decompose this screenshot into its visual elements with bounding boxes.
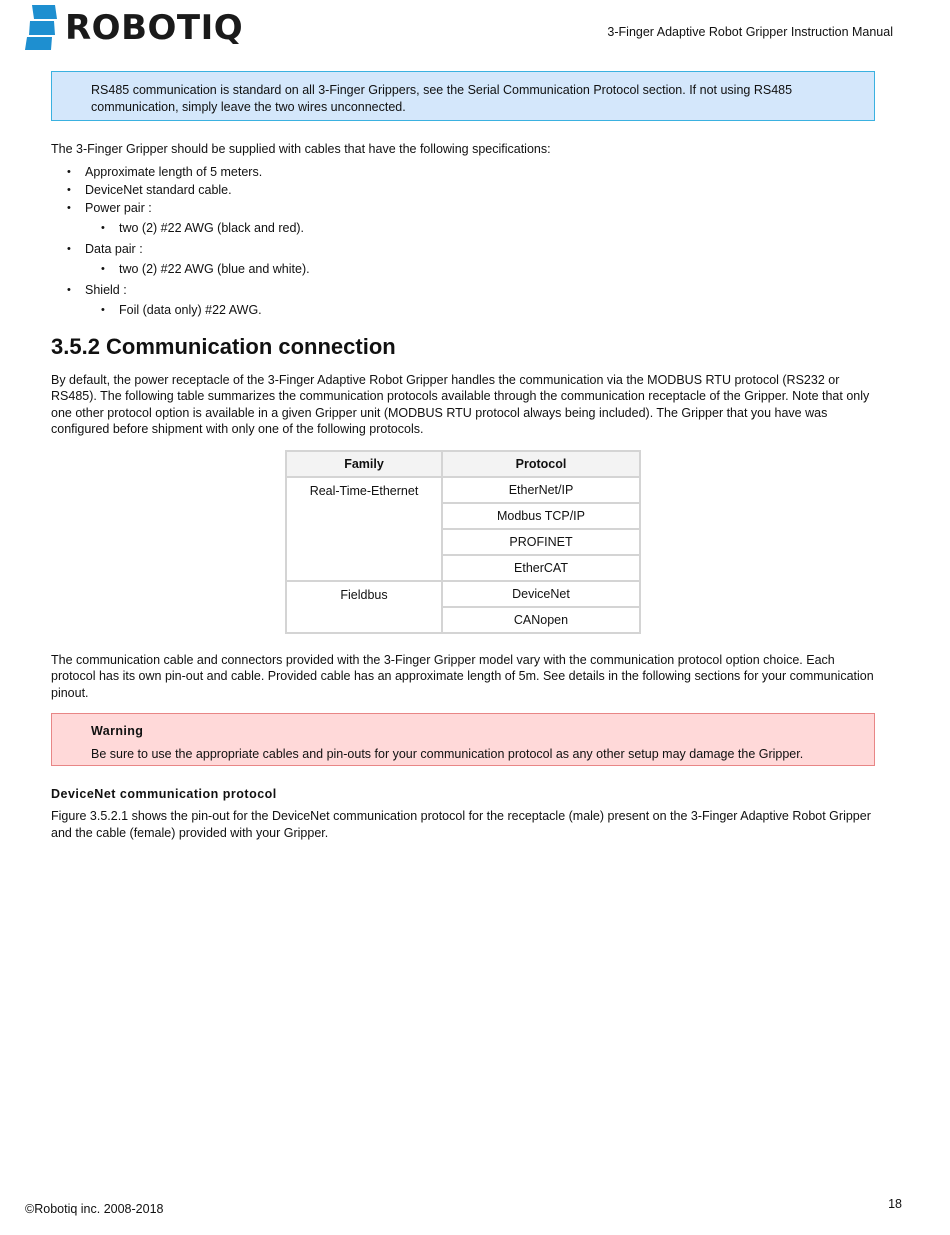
robotiq-logo-icon xyxy=(25,5,59,51)
table-row xyxy=(287,582,639,606)
robotiq-logo xyxy=(25,5,243,50)
protocol-cell: EtherCAT xyxy=(443,556,639,580)
logo-wordmark: ROBOTIQ xyxy=(65,7,244,48)
warning-text: Be sure to use the appropriate cables and pin-outs for your communication protocol as any other setup may damage the Gripper. xyxy=(91,747,804,761)
protocol-cell: PROFINET xyxy=(443,530,639,554)
protocol-cell: Modbus TCP/IP xyxy=(443,504,639,528)
sub-list-item: • two (2) #22 AWG (blue and white). xyxy=(85,260,875,279)
protocol-cell: DeviceNet xyxy=(443,582,639,606)
communication-cable-paragraph: The communication cable and connectors provided with the 3-Finger Gripper model vary with the communication protocol option choice. Each protocol has its own pin-out and cable. Provided cable has an approximate length of 5m. See details in the following sections for your communication pinout. xyxy=(51,652,874,700)
manual-title: 3-Finger Adaptive Robot Gripper Instruction Manual xyxy=(607,25,893,39)
protocol-cell: CANopen xyxy=(443,608,639,632)
warning-title: Warning xyxy=(91,724,144,738)
devicenet-heading: DeviceNet communication protocol xyxy=(51,787,277,801)
sub-list-item: • two (2) #22 AWG (black and red). xyxy=(85,219,875,238)
section-intro: By default, the power receptacle of the 3-Finger Adaptive Robot Gripper handles the communication via the MODBUS RTU protocol (RS232 or RS485). The following table summarizes the communication protocols available through the communication receptacle of the Gripper. Note that only one other protocol option is available in a given Gripper unit (MODBUS RTU protocol always being included). The Gripper that you have was configured before shipment with only one of the following protocols. xyxy=(51,372,870,436)
list-item: • Data pair : • two (2) #22 AWG (blue and white). xyxy=(51,240,875,279)
section-heading: 3.5.2 Communication connection xyxy=(51,333,396,359)
table-header-row xyxy=(287,452,639,476)
column-header-family: Family xyxy=(287,452,441,476)
protocol-cell: EtherNet/IP xyxy=(443,478,639,502)
list-item: • Approximate length of 5 meters. xyxy=(51,163,875,181)
page-content xyxy=(51,71,875,841)
footer-copyright: ©Robotiq inc. 2008-2018 xyxy=(25,1202,164,1216)
page-number: 18 xyxy=(888,1197,902,1211)
sub-list-item: • Foil (data only) #22 AWG. xyxy=(85,301,875,320)
list-item: • Power pair : • two (2) #22 AWG (black and red). xyxy=(51,199,875,238)
info-note-box xyxy=(51,71,875,121)
cable-spec-intro: The 3-Finger Gripper should be supplied with cables that have the following specifications: xyxy=(51,142,551,156)
info-note-text: RS485 communication is standard on all 3-Finger Grippers, see the Serial Communication Protocol section. If not using RS485 communication, simply leave the two wires unconnected. xyxy=(91,83,793,114)
family-cell: Fieldbus xyxy=(287,582,441,632)
column-header-protocol: Protocol xyxy=(443,452,639,476)
table-row xyxy=(287,478,639,502)
warning-box xyxy=(51,713,875,766)
list-item: • Shield : • Foil (data only) #22 AWG. xyxy=(51,281,875,320)
devicenet-paragraph: Figure 3.5.2.1 shows the pin-out for the DeviceNet communication protocol for the receptacle (male) present on the 3-Finger Adaptive Robot Gripper and the cable (female) provided with your Gripper. xyxy=(51,809,871,840)
cable-spec-list xyxy=(51,163,875,320)
list-item: • DeviceNet standard cable. xyxy=(51,181,875,199)
family-cell: Real-Time-Ethernet xyxy=(287,478,441,580)
protocol-table xyxy=(285,450,641,634)
